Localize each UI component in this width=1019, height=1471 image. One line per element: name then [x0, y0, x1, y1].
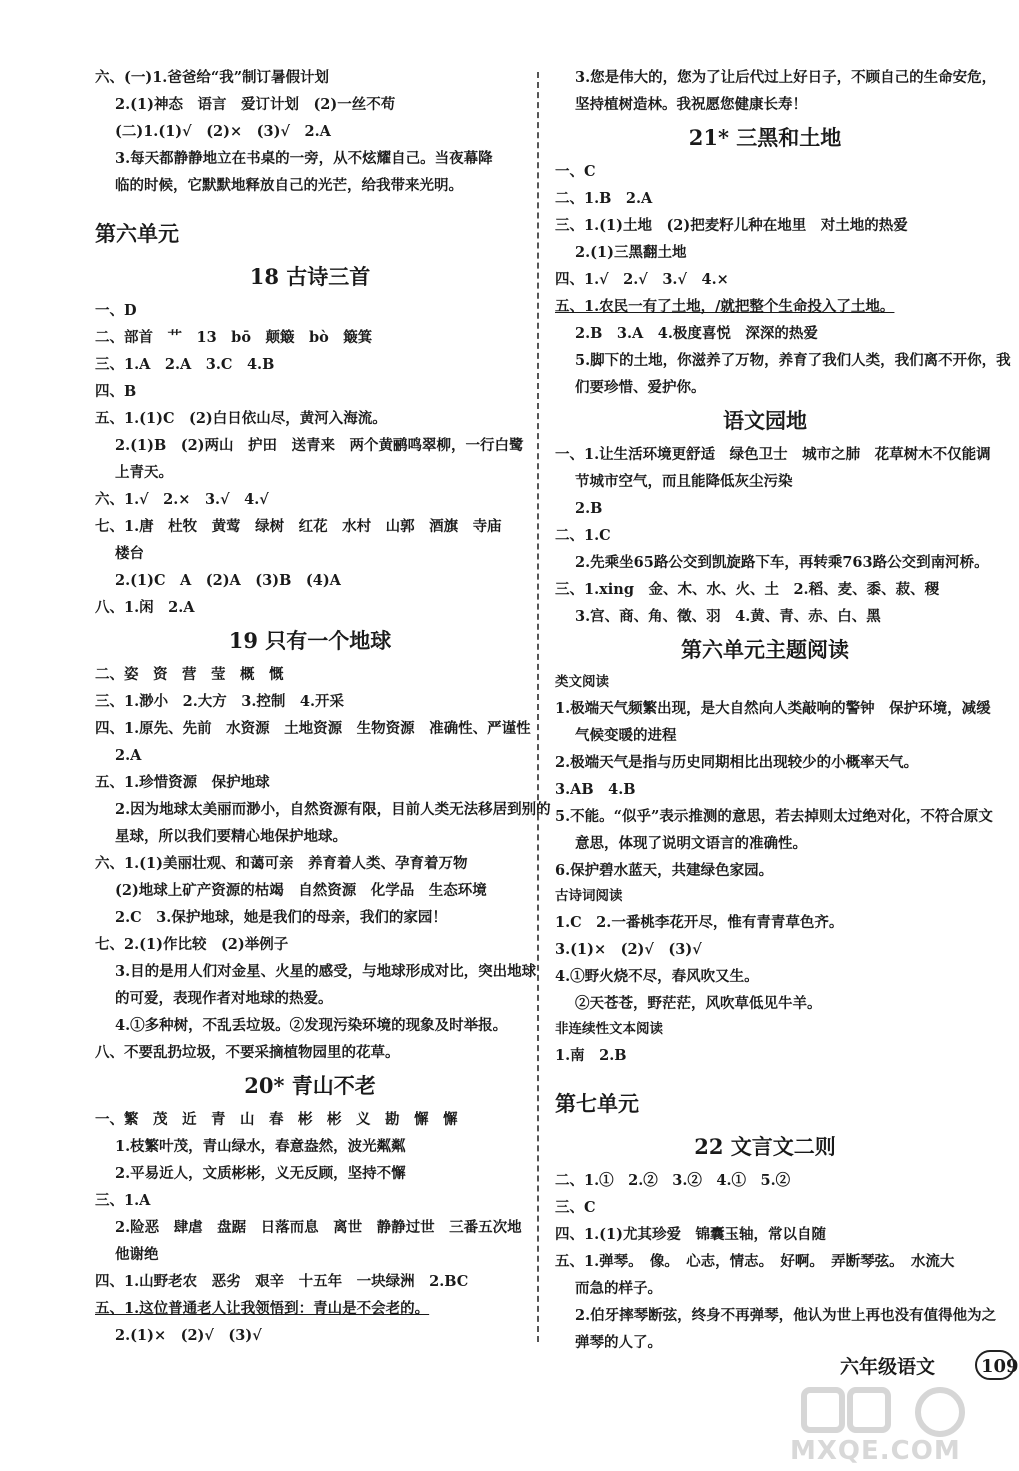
- unit-heading: 第七单元: [555, 1091, 639, 1116]
- answer-line: 4.①野火烧不尽，春风吹又生。: [555, 968, 759, 985]
- answer-line: 2.伯牙摔琴断弦，终身不再弹琴，他认为世上再也没有值得他为之: [575, 1307, 997, 1324]
- answer-line: 一、1.让生活环境更舒适 绿色卫士 城市之肺 花草树木不仅能调: [555, 446, 991, 463]
- section-title: 22 文言文二则: [694, 1134, 836, 1159]
- answer-line: 2.因为地球太美丽而渺小，自然资源有限，目前人类无法移居到别的: [115, 801, 551, 818]
- answer-line: 五、1.这位普通老人让我领悟到：青山是不会老的。: [95, 1300, 430, 1317]
- answer-line: 四、1.山野老农 恶劣 艰辛 十五年 一块绿洲 2.BC: [95, 1273, 469, 1290]
- answer-line: 1.枝繁叶茂，青山绿水，春意盎然，波光粼粼: [115, 1138, 406, 1155]
- answer-line: 4.①多种树，不乱丢垃圾。②发现污染环境的现象及时举报。: [115, 1017, 508, 1034]
- answer-line: 2.(1)C A (2)A (3)B (4)A: [115, 572, 341, 589]
- section-title: 语文园地: [723, 408, 807, 433]
- answer-line: 一、D: [95, 302, 137, 319]
- answer-line: 上青天。: [115, 464, 173, 481]
- answer-line: 星球，所以我们要精心地保护地球。: [115, 828, 347, 845]
- answer-line: 气候变暖的进程: [575, 727, 677, 744]
- unit-heading: 第六单元: [95, 221, 179, 246]
- answer-line: 二、1.① 2.② 3.② 4.① 5.②: [555, 1172, 791, 1189]
- answer-line: 2.B 3.A 4.极度喜悦 深深的热爱: [575, 325, 818, 342]
- answer-line: 五、1.农民一有了土地，/就把整个生命投入了土地。: [555, 298, 895, 315]
- section-title: 21* 三黑和土地: [688, 125, 842, 150]
- answer-line: 二、部首 艹 13 bō 颠簸 bò 簸箕: [95, 329, 373, 346]
- answer-line: 5.不能。“似乎”表示推测的意思，若去掉则太过绝对化，不符合原文: [555, 808, 993, 825]
- answer-line: 2.先乘坐65路公交到凯旋路下车，再转乘763路公交到南河桥。: [575, 554, 989, 571]
- answer-line: 2.(1)三黑翻土地: [575, 244, 687, 261]
- answer-line: 五、1.珍惜资源 保护地球: [95, 774, 270, 791]
- answer-line: 的可爱，表现作者对地球的热爱。: [115, 990, 333, 1007]
- answer-line: 3.AB 4.B: [555, 781, 636, 798]
- answer-line: 节城市空气，而且能降低灰尘污染: [575, 473, 793, 490]
- answer-line: 一、C: [555, 163, 596, 180]
- answer-line: 八、1.闲 2.A: [95, 599, 195, 616]
- answer-line: 四、B: [95, 383, 137, 400]
- answer-line: 3.每天都静静地立在书桌的一旁，从不炫耀自己。当夜幕降: [115, 150, 493, 167]
- answer-line: 三、1.(1)土地 (2)把麦籽儿种在地里 对土地的热爱: [555, 217, 908, 234]
- answer-line: 三、1.xing 金、木、水、火、土 2.稻、麦、黍、菽、稷: [555, 581, 940, 598]
- answer-line: 1.南 2.B: [555, 1047, 627, 1064]
- answer-line: ②天苍苍，野茫茫，风吹草低见牛羊。: [575, 995, 822, 1012]
- answer-line: 们要珍惜、爱护你。: [575, 379, 706, 396]
- answer-line: 坚持植树造林。我祝愿您健康长寿！: [575, 96, 807, 113]
- watermark-url: MXQE.COM: [790, 1436, 961, 1466]
- answer-line: 五、1.(1)C (2)白日依山尽，黄河入海流。: [95, 410, 387, 427]
- answer-line: 六、1.√ 2.× 3.√ 4.√: [95, 491, 269, 508]
- answer-line: 2.平易近人，文质彬彬，义无反顾，坚持不懈: [115, 1165, 406, 1182]
- subsection-heading: 古诗词阅读: [555, 888, 623, 904]
- answer-line: 2.C 3.保护地球，她是我们的母亲，我们的家园！: [115, 909, 447, 926]
- answer-line: 三、1.A: [95, 1192, 151, 1209]
- answer-line: 3.目的是用人们对金星、火星的感受，与地球形成对比，突出地球: [115, 963, 537, 980]
- answer-line: 6.保护碧水蓝天，共建绿色家园。: [555, 862, 774, 879]
- section-title: 19 只有一个地球: [228, 628, 392, 653]
- answer-line: 3.(1)× (2)√ (3)√: [555, 941, 702, 958]
- answer-line: 七、2.(1)作比较 (2)举例子: [95, 936, 289, 953]
- answer-line: 而急的样子。: [575, 1280, 662, 1297]
- answer-line: 2.(1)B (2)两山 护田 送青来 两个黄鹂鸣翠柳，一行白鹭: [115, 437, 524, 454]
- answer-line: 临的时候，它默默地释放自己的光芒，给我带来光明。: [115, 177, 463, 194]
- answer-line: 六、1.(1)美丽壮观、和蔼可亲 养育着人类、孕育着万物: [95, 855, 468, 872]
- answer-line: 2.A: [115, 747, 142, 764]
- answer-line: 他谢绝: [115, 1246, 159, 1263]
- answer-line: 三、C: [555, 1199, 596, 1216]
- answer-line: 2.极端天气是指与历史同期相比出现较少的小概率天气。: [555, 754, 919, 771]
- answer-line: 三、1.A 2.A 3.C 4.B: [95, 356, 275, 373]
- answer-line: 二、1.B 2.A: [555, 190, 653, 207]
- watermark-logo-icon: [800, 1382, 980, 1442]
- subsection-heading: 类文阅读: [555, 674, 609, 690]
- answer-line: 1.C 2.一番桃李花开尽，惟有青青草色齐。: [555, 914, 844, 931]
- answer-line: 3.您是伟大的，您为了让后代过上好日子，不顾自己的生命安危，: [575, 69, 997, 86]
- answer-line: 一、繁 茂 近 青 山 春 彬 彬 义 勘 懈 懈: [95, 1111, 458, 1128]
- answer-line: 四、1.原先、先前 水资源 土地资源 生物资源 准确性、严谨性: [95, 720, 531, 737]
- subsection-heading: 非连续性文本阅读: [555, 1021, 663, 1037]
- answer-line: 三、1.渺小 2.大方 3.控制 4.开采: [95, 693, 345, 710]
- answer-line: 1.极端天气频繁出现，是大自然向人类敲响的警钟 保护环境，减缓: [555, 700, 991, 717]
- right-column: [555, 64, 1011, 1356]
- left-column: [95, 64, 551, 1349]
- answer-line: 五、1.弹琴。 像。 心志，情志。 好啊。 弄断琴弦。 水流大: [555, 1253, 955, 1270]
- answer-line: 弹琴的人了。: [575, 1334, 662, 1351]
- answer-line: 5.脚下的土地，你滋养了万物，养育了我们人类，我们离不开你，我: [575, 352, 1011, 369]
- page-number: 109: [975, 1350, 1015, 1380]
- answer-line: 六、(一)1.爸爸给“我”制订暑假计划: [95, 69, 330, 86]
- answer-line: 七、1.唐 杜牧 黄莺 绿树 红花 水村 山郭 酒旗 寺庙: [95, 518, 502, 535]
- answer-line: 2.B: [575, 500, 603, 517]
- answer-line: 楼台: [115, 545, 144, 562]
- answer-line: 二、1.C: [555, 527, 611, 544]
- answer-line: 2.(1)× (2)√ (3)√: [115, 1327, 262, 1344]
- section-title: 20* 青山不老: [244, 1073, 376, 1098]
- answer-line: 四、1.√ 2.√ 3.√ 4.×: [555, 271, 729, 288]
- column-divider: [537, 72, 539, 1342]
- section-title: 18 古诗三首: [249, 264, 371, 289]
- answer-line: 意思，体现了说明文语言的准确性。: [575, 835, 807, 852]
- footer-label: 六年级语文: [840, 1356, 936, 1378]
- answer-line: 2.(1)神态 语言 爱订计划 (2)一丝不苟: [115, 96, 396, 113]
- answer-line: 2.险恶 肆虐 盘踞 日落而息 离世 静静过世 三番五次地: [115, 1219, 522, 1236]
- answer-line: 3.宫、商、角、徵、羽 4.黄、青、赤、白、黑: [575, 608, 881, 625]
- answer-line: (2)地球上矿产资源的枯竭 自然资源 化学品 生态环境: [115, 882, 487, 899]
- answer-line: 四、1.(1)尤其珍爱 锦囊玉轴，常以自随: [555, 1226, 826, 1243]
- answer-line: 八、不要乱扔垃圾，不要采摘植物园里的花草。: [95, 1044, 400, 1061]
- section-title: 第六单元主题阅读: [681, 637, 849, 662]
- answer-line: (二)1.(1)√ (2)× (3)√ 2.A: [115, 123, 331, 140]
- answer-line: 二、姿 资 营 莹 概 慨: [95, 666, 284, 683]
